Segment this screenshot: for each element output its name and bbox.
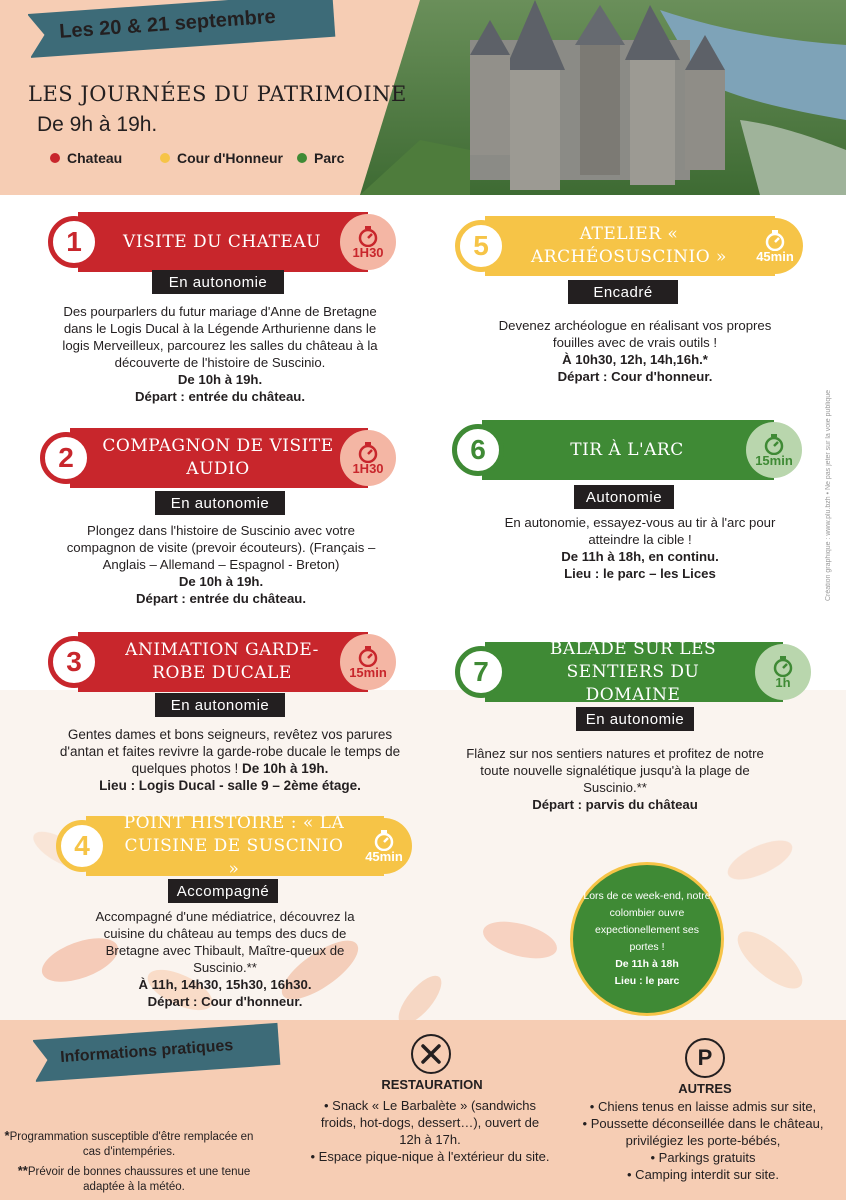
activity-6-tag: Autonomie [574, 485, 674, 509]
description-time: De 10h à 19h. [178, 574, 264, 589]
activity-7-tag: En autonomie [576, 707, 694, 731]
activity-2-ribbon [40, 428, 396, 488]
duration-badge [746, 422, 802, 478]
activity-title: VISITE DU CHATEAU [123, 231, 321, 252]
duration-text: 45min [365, 848, 403, 864]
description-place: Départ : parvis du château [532, 797, 698, 812]
activity-title: ATELIER « ARCHÉOSUSCINIO » [531, 224, 727, 267]
parking-letter: P [697, 1045, 713, 1070]
description-time: De 10h à 19h. [177, 372, 263, 387]
stopwatch-icon [355, 645, 381, 667]
activity-title: COMPAGNON DE VISITE AUDIO [102, 436, 334, 479]
restauration-list [310, 1097, 550, 1165]
activity-5-description [490, 317, 780, 385]
legend-item-parc [297, 150, 344, 166]
activity-3-ribbon [48, 632, 396, 692]
description-text: En autonomie, essayez-vous au tir à l'arc pour atteindre la cible ! [504, 515, 776, 547]
description-time: À 10h30, 12h, 14h,16h.* [562, 352, 708, 367]
stopwatch-icon [770, 655, 796, 677]
event-date: Les 20 & 21 septembre [58, 5, 277, 43]
legend-item-cour [160, 150, 283, 166]
event-title: LES JOURNÉES DU PATRIMOINE [28, 82, 407, 106]
red-dot-icon [50, 153, 60, 163]
description-place: Lieu : le parc – les Lices [564, 566, 716, 581]
description-text: Gentes dames et bons seigneurs, revêtez vos parures d'antan et faites revivre la garde-robe ducale le temps de quelques photos ! [59, 727, 401, 776]
green-dot-icon [297, 153, 307, 163]
activity-number: 1 [48, 216, 100, 268]
description-place: Départ : entrée du château. [135, 591, 306, 606]
duration-badge [747, 218, 803, 274]
activity-6-ribbon [452, 420, 802, 480]
description-time: De 10h à 19h. [242, 761, 329, 776]
footnote-1 [4, 1128, 254, 1160]
footnote-text: Prévoir de bonnes chaussures et une tenue adaptée à la météo. [27, 1166, 251, 1193]
activity-7-ribbon [455, 638, 811, 705]
duration-text: 1h [775, 674, 791, 690]
description-text: Des pourparlers du futur mariage d'Anne de Bretagne dans le Logis Ducal à la Légende Arthurienne dans le logis Merveilleux, parcourez les salles du château à la découverte de l'histoire de Suscinio. [62, 304, 378, 370]
activity-5-tag: Encadré [568, 280, 678, 304]
activity-number: 4 [56, 820, 108, 872]
duration-badge [340, 430, 396, 486]
activity-title: ANIMATION GARDE-ROBE DUCALE [125, 640, 319, 683]
restauration-item: • Espace pique-nique à l'extérieur du site. [310, 1149, 550, 1164]
legend-label: Cour d'Honneur [177, 150, 283, 166]
autres-list [578, 1098, 828, 1183]
activity-5-ribbon [455, 216, 803, 276]
description-text: Flânez sur nos sentiers natures et profitez de notre toute nouvelle signalétique jusqu'à la plage de Suscinio.** [466, 746, 764, 795]
description-place: Départ : entrée du château. [134, 389, 305, 404]
footnote-2 [4, 1163, 264, 1195]
autres-title: AUTRES [678, 1081, 732, 1096]
activity-3-description [55, 726, 405, 794]
event-hours: De 9h à 19h. [37, 113, 158, 136]
duration-badge [755, 644, 811, 700]
colombier-text: Lors de ce week-end, notre colombier ouvre expectionellement ses portes ! [583, 890, 711, 953]
castle-photo [360, 0, 846, 195]
footnote-mark: * [4, 1128, 10, 1143]
duration-text: 15min [755, 452, 793, 468]
activity-2-description [62, 522, 380, 607]
activity-number: 6 [452, 424, 504, 476]
description-time: De 11h à 18h, en continu. [561, 549, 719, 564]
autres-item: • Poussette déconseillée dans le château, privilégiez les porte-bébés, [582, 1116, 824, 1148]
design-credit: Création graphique : www.plu.bzh • Ne pas jeter sur la voie publique [825, 390, 832, 602]
duration-text: 1H30 [352, 244, 384, 260]
activity-3-tag: En autonomie [155, 693, 285, 717]
colombier-time: De 11h à 18h [615, 958, 679, 970]
description-place: Lieu : Logis Ducal - salle 9 – 2ème étage. [99, 778, 361, 793]
activity-4-ribbon [56, 812, 412, 879]
duration-badge [356, 818, 412, 874]
activity-1-description [60, 303, 380, 405]
cutlery-icon [411, 1034, 451, 1074]
description-text: Accompagné d'une médiatrice, découvrez la cuisine du château au temps des ducs de Bretagne avec Thibault, Maître-queux de Suscinio.** [95, 909, 355, 975]
autres-item: • Chiens tenus en laisse admis sur site, [589, 1099, 817, 1114]
stopwatch-icon [371, 829, 397, 851]
info-title: Informations pratiques [59, 1037, 234, 1067]
activity-title: BALADE SUR LES SENTIERS DU DOMAINE [549, 638, 717, 705]
activity-7-description [455, 745, 775, 813]
description-text: Plongez dans l'histoire de Suscinio avec votre compagnon de visite (prevoir écouteurs). (Français – Anglais – Allemand – Espagnol - Breton) [66, 523, 376, 572]
stopwatch-icon [355, 225, 381, 247]
activity-number: 3 [48, 636, 100, 688]
description-text: Devenez archéologue en réalisant vos propres fouilles avec de vrais outils ! [498, 318, 772, 350]
legend-label: Parc [314, 150, 345, 166]
footnote-mark: ** [17, 1163, 28, 1178]
autres-item: • Parkings gratuits [650, 1150, 756, 1165]
description-place: Départ : Cour d'honneur. [147, 994, 303, 1009]
activity-1-ribbon [48, 212, 396, 272]
parking-icon [685, 1038, 725, 1078]
activity-title: TIR À L'ARC [570, 439, 684, 460]
yellow-dot-icon [160, 153, 170, 163]
duration-badge [340, 634, 396, 690]
stopwatch-icon [762, 229, 788, 251]
activity-number: 5 [455, 220, 507, 272]
activity-number: 2 [40, 432, 92, 484]
activity-number: 7 [455, 646, 507, 698]
restauration-title: RESTAURATION [381, 1077, 483, 1092]
autres-item: • Camping interdit sur site. [627, 1167, 779, 1182]
legend-label: Chateau [67, 150, 123, 166]
activity-4-tag: Accompagné [168, 879, 278, 903]
restauration-item: • Snack « Le Barbalète » (sandwichs froids, hot-dogs, dessert…), ouvert de 12h à 17h. [320, 1098, 540, 1147]
activity-4-description [90, 908, 360, 1010]
colombier-place: Lieu : le parc [614, 975, 680, 987]
duration-text: 15min [349, 664, 387, 680]
activity-1-tag: En autonomie [152, 270, 284, 294]
activity-2-tag: En autonomie [155, 491, 285, 515]
activity-6-description [490, 514, 790, 582]
duration-badge [340, 214, 396, 270]
stopwatch-icon [761, 433, 787, 455]
stopwatch-icon [355, 441, 381, 463]
colombier-badge [570, 862, 724, 1016]
duration-text: 1H30 [352, 460, 384, 476]
legend-item-chateau [50, 150, 122, 166]
activity-title: POINT HISTOIRE : « LA CUISINE DE SUSCINIO » [123, 812, 345, 879]
footnote-text: Programmation susceptible d'être remplacée en cas d'intempéries. [9, 1131, 254, 1158]
description-place: Départ : Cour d'honneur. [557, 369, 713, 384]
duration-text: 45min [756, 248, 794, 264]
description-time: À 11h, 14h30, 15h30, 16h30. [138, 977, 312, 992]
